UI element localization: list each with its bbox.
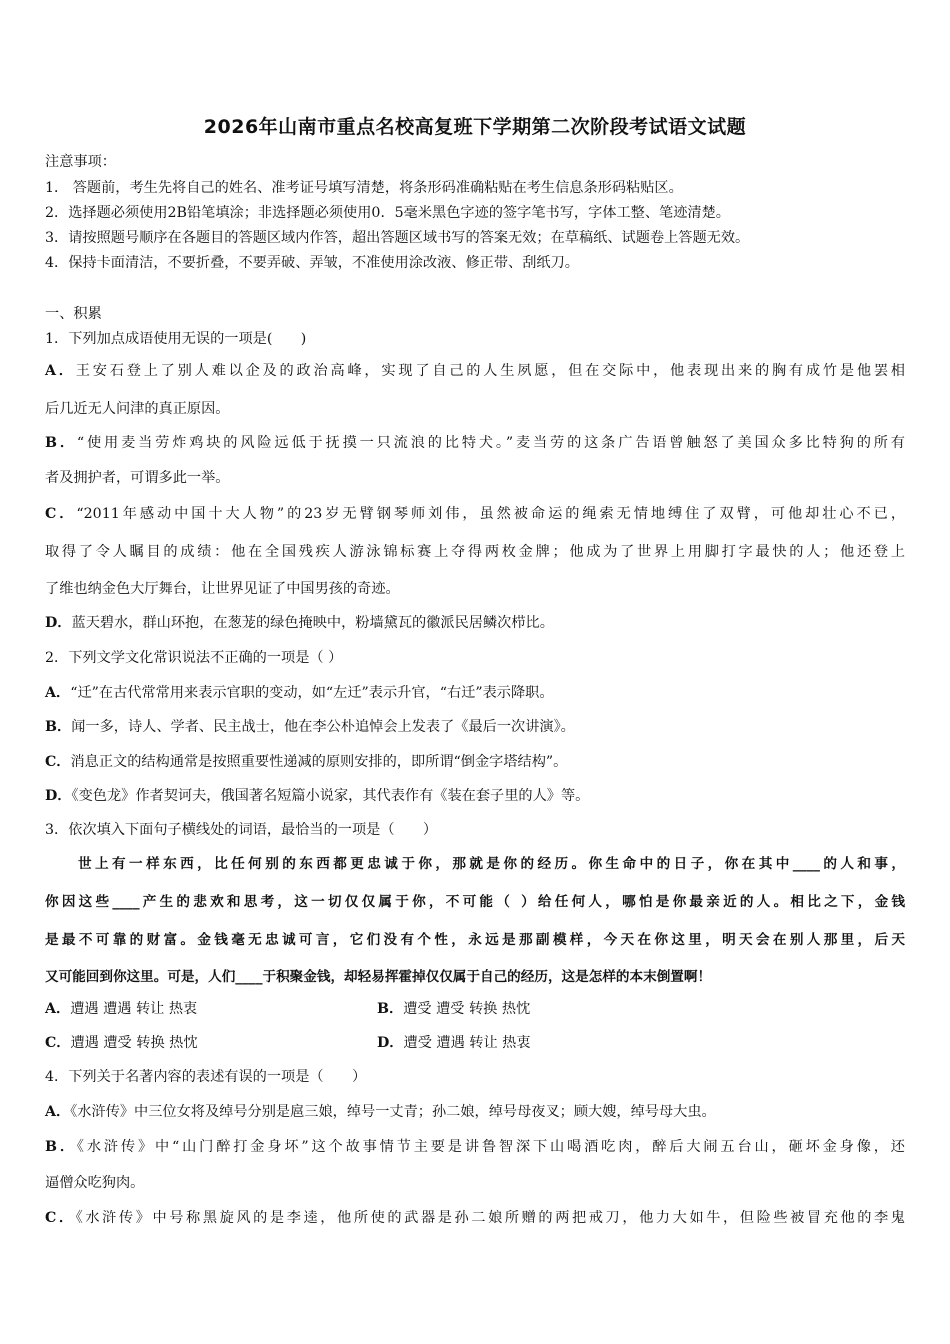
option-a-cont: 后几近无人问津的真正原因。 bbox=[45, 401, 230, 417]
option-letter: D． bbox=[45, 615, 72, 631]
option-letter: A． bbox=[45, 1104, 71, 1120]
option-letter: C． bbox=[45, 506, 77, 522]
option-c-cont: 了维也纳金色大厅舞台，让世界见证了中国男孩的奇迹。 bbox=[45, 581, 400, 597]
question-stem: 3．依次填入下面句子横线处的词语，最恰当的一项是（ ） bbox=[45, 822, 438, 838]
option-c-cont: 取得了令人瞩目的成绩：他在全国残疾人游泳锦标赛上夺得两枚金牌；他成为了世界上用脚打字最快的人；他还登上 bbox=[45, 544, 905, 560]
option-letter: C． bbox=[45, 1035, 71, 1051]
option-b: B．“使用麦当劳炸鸡块的风险远低于抚摸一只流浪的比特犬。”麦当劳的这条广告语曾触怒了美国众多比特狗的所有 bbox=[45, 435, 905, 451]
notice-heading: 注意事项： bbox=[45, 154, 116, 170]
option-c: C．“2011年感动中国十大人物”的23岁无臂钢琴师刘伟，虽然被命运的绳索无情地缚住了双臂，可他却壮心不已， bbox=[45, 506, 906, 522]
passage-line: 又可能回到你这里。可是，人们____于积聚金钱，却轻易挥霍掉仅仅属于自己的经历，这是怎样的本末倒置啊！ bbox=[45, 969, 712, 985]
option-letter: B． bbox=[45, 719, 72, 735]
option-a: A．《水浒传》中三位女将及绰号分别是扈三娘，绰号一丈青；孙二娘，绰号母夜叉；顾大嫂，绰号母大虫。 bbox=[45, 1104, 716, 1120]
option-letter: B． bbox=[45, 435, 77, 451]
option-letter: D． bbox=[45, 788, 72, 804]
option-letter: B． bbox=[377, 1001, 404, 1017]
option-letter: A． bbox=[45, 685, 71, 701]
option-letter: A． bbox=[45, 363, 76, 379]
notice-item: 2．选择题必须使用2B铅笔填涂；非选择题必须使用0．5毫米黑色字迹的签字笔书写，字体工整、笔迹清楚。 bbox=[45, 205, 730, 221]
option-d: D．蓝天碧水，群山环抱，在葱茏的绿色掩映中，粉墙黛瓦的徽派民居鳞次栉比。 bbox=[45, 615, 554, 631]
option-letter: D． bbox=[377, 1035, 404, 1051]
option-letter: B． bbox=[45, 1139, 77, 1155]
option-c: C．《水浒传》中号称黑旋风的是李逵，他所使的武器是孙二娘所赠的两把戒刀，他力大如牛，但险些被冒充他的李鬼 bbox=[45, 1210, 905, 1226]
option-b-cont: 者及拥护者，可谓多此一举。 bbox=[45, 470, 230, 486]
option-d: D．遭受 遭遇 转让 热衷 bbox=[377, 1035, 531, 1051]
option-a: A．王安石登上了别人难以企及的政治高峰，实现了自己的人生夙愿，但在交际中，他表现出来的胸有成竹是他罢相 bbox=[45, 363, 905, 379]
option-b: B．遭受 遭受 转换 热忱 bbox=[377, 1001, 531, 1017]
option-letter: C． bbox=[45, 754, 71, 770]
option-a: A．“迁”在古代常常用来表示官职的变动，如“左迁”表示升官，“右迁”表示降职。 bbox=[45, 685, 554, 701]
option-letter: A． bbox=[45, 1001, 71, 1017]
option-b: B．《水浒传》中“山门醉打金身坏”这个故事情节主要是讲鲁智深下山喝酒吃肉，醉后大闹五台山，砸坏金身像，还 bbox=[45, 1139, 905, 1155]
option-c: C．遭遇 遭受 转换 热忱 bbox=[45, 1035, 198, 1051]
question-stem: 4．下列关于名著内容的表述有误的一项是（ ） bbox=[45, 1069, 367, 1085]
option-a: A．遭遇 遭遇 转让 热衷 bbox=[45, 1001, 198, 1017]
section-heading: 一、积累 bbox=[45, 306, 102, 322]
option-letter: C． bbox=[45, 1210, 76, 1226]
page-title: 2026年山南市重点名校高复班下学期第二次阶段考试语文试题 bbox=[203, 116, 747, 138]
passage-line: 你因这些____产生的悲欢和思考，这一切仅仅属于你，不可能（ ）给任何人，哪怕是你最亲近的人。相比之下，金钱 bbox=[45, 894, 905, 910]
notice-item: 3．请按照题号顺序在各题目的答题区域内作答，超出答题区域书写的答案无效；在草稿纸、试题卷上答题无效。 bbox=[45, 230, 750, 246]
option-b: B．闻一多，诗人、学者、民主战士，他在李公朴追悼会上发表了《最后一次讲演》。 bbox=[45, 719, 575, 735]
notice-item: 4．保持卡面清洁，不要折叠，不要弄破、弄皱，不准使用涂改液、修正带、刮纸刀。 bbox=[45, 255, 579, 271]
notice-item: 1． 答题前，考生先将自己的姓名、准考证号填写清楚，将条形码准确粘贴在考生信息条形码粘贴区。 bbox=[45, 180, 683, 196]
option-b-cont: 逼僧众吃狗肉。 bbox=[45, 1175, 145, 1191]
passage-line: 是最不可靠的财富。金钱毫无忠诚可言，它们没有个性，永远是那副模样，今天在你这里，明天会在别人那里，后天 bbox=[45, 932, 905, 948]
question-stem: 1．下列加点成语使用无误的一项是( ) bbox=[45, 331, 307, 347]
question-stem: 2．下列文学文化常识说法不正确的一项是（ ） bbox=[45, 650, 343, 666]
option-c: C．消息正文的结构通常是按照重要性递减的原则安排的，即所谓“倒金字塔结构”。 bbox=[45, 754, 568, 770]
option-d: D．《变色龙》作者契诃夫，俄国著名短篇小说家，其代表作有《装在套子里的人》等。 bbox=[45, 788, 590, 804]
passage-line: 世上有一样东西，比任何别的东西都更忠诚于你，那就是你的经历。你生命中的日子，你在其中____的人和事， bbox=[78, 856, 905, 872]
